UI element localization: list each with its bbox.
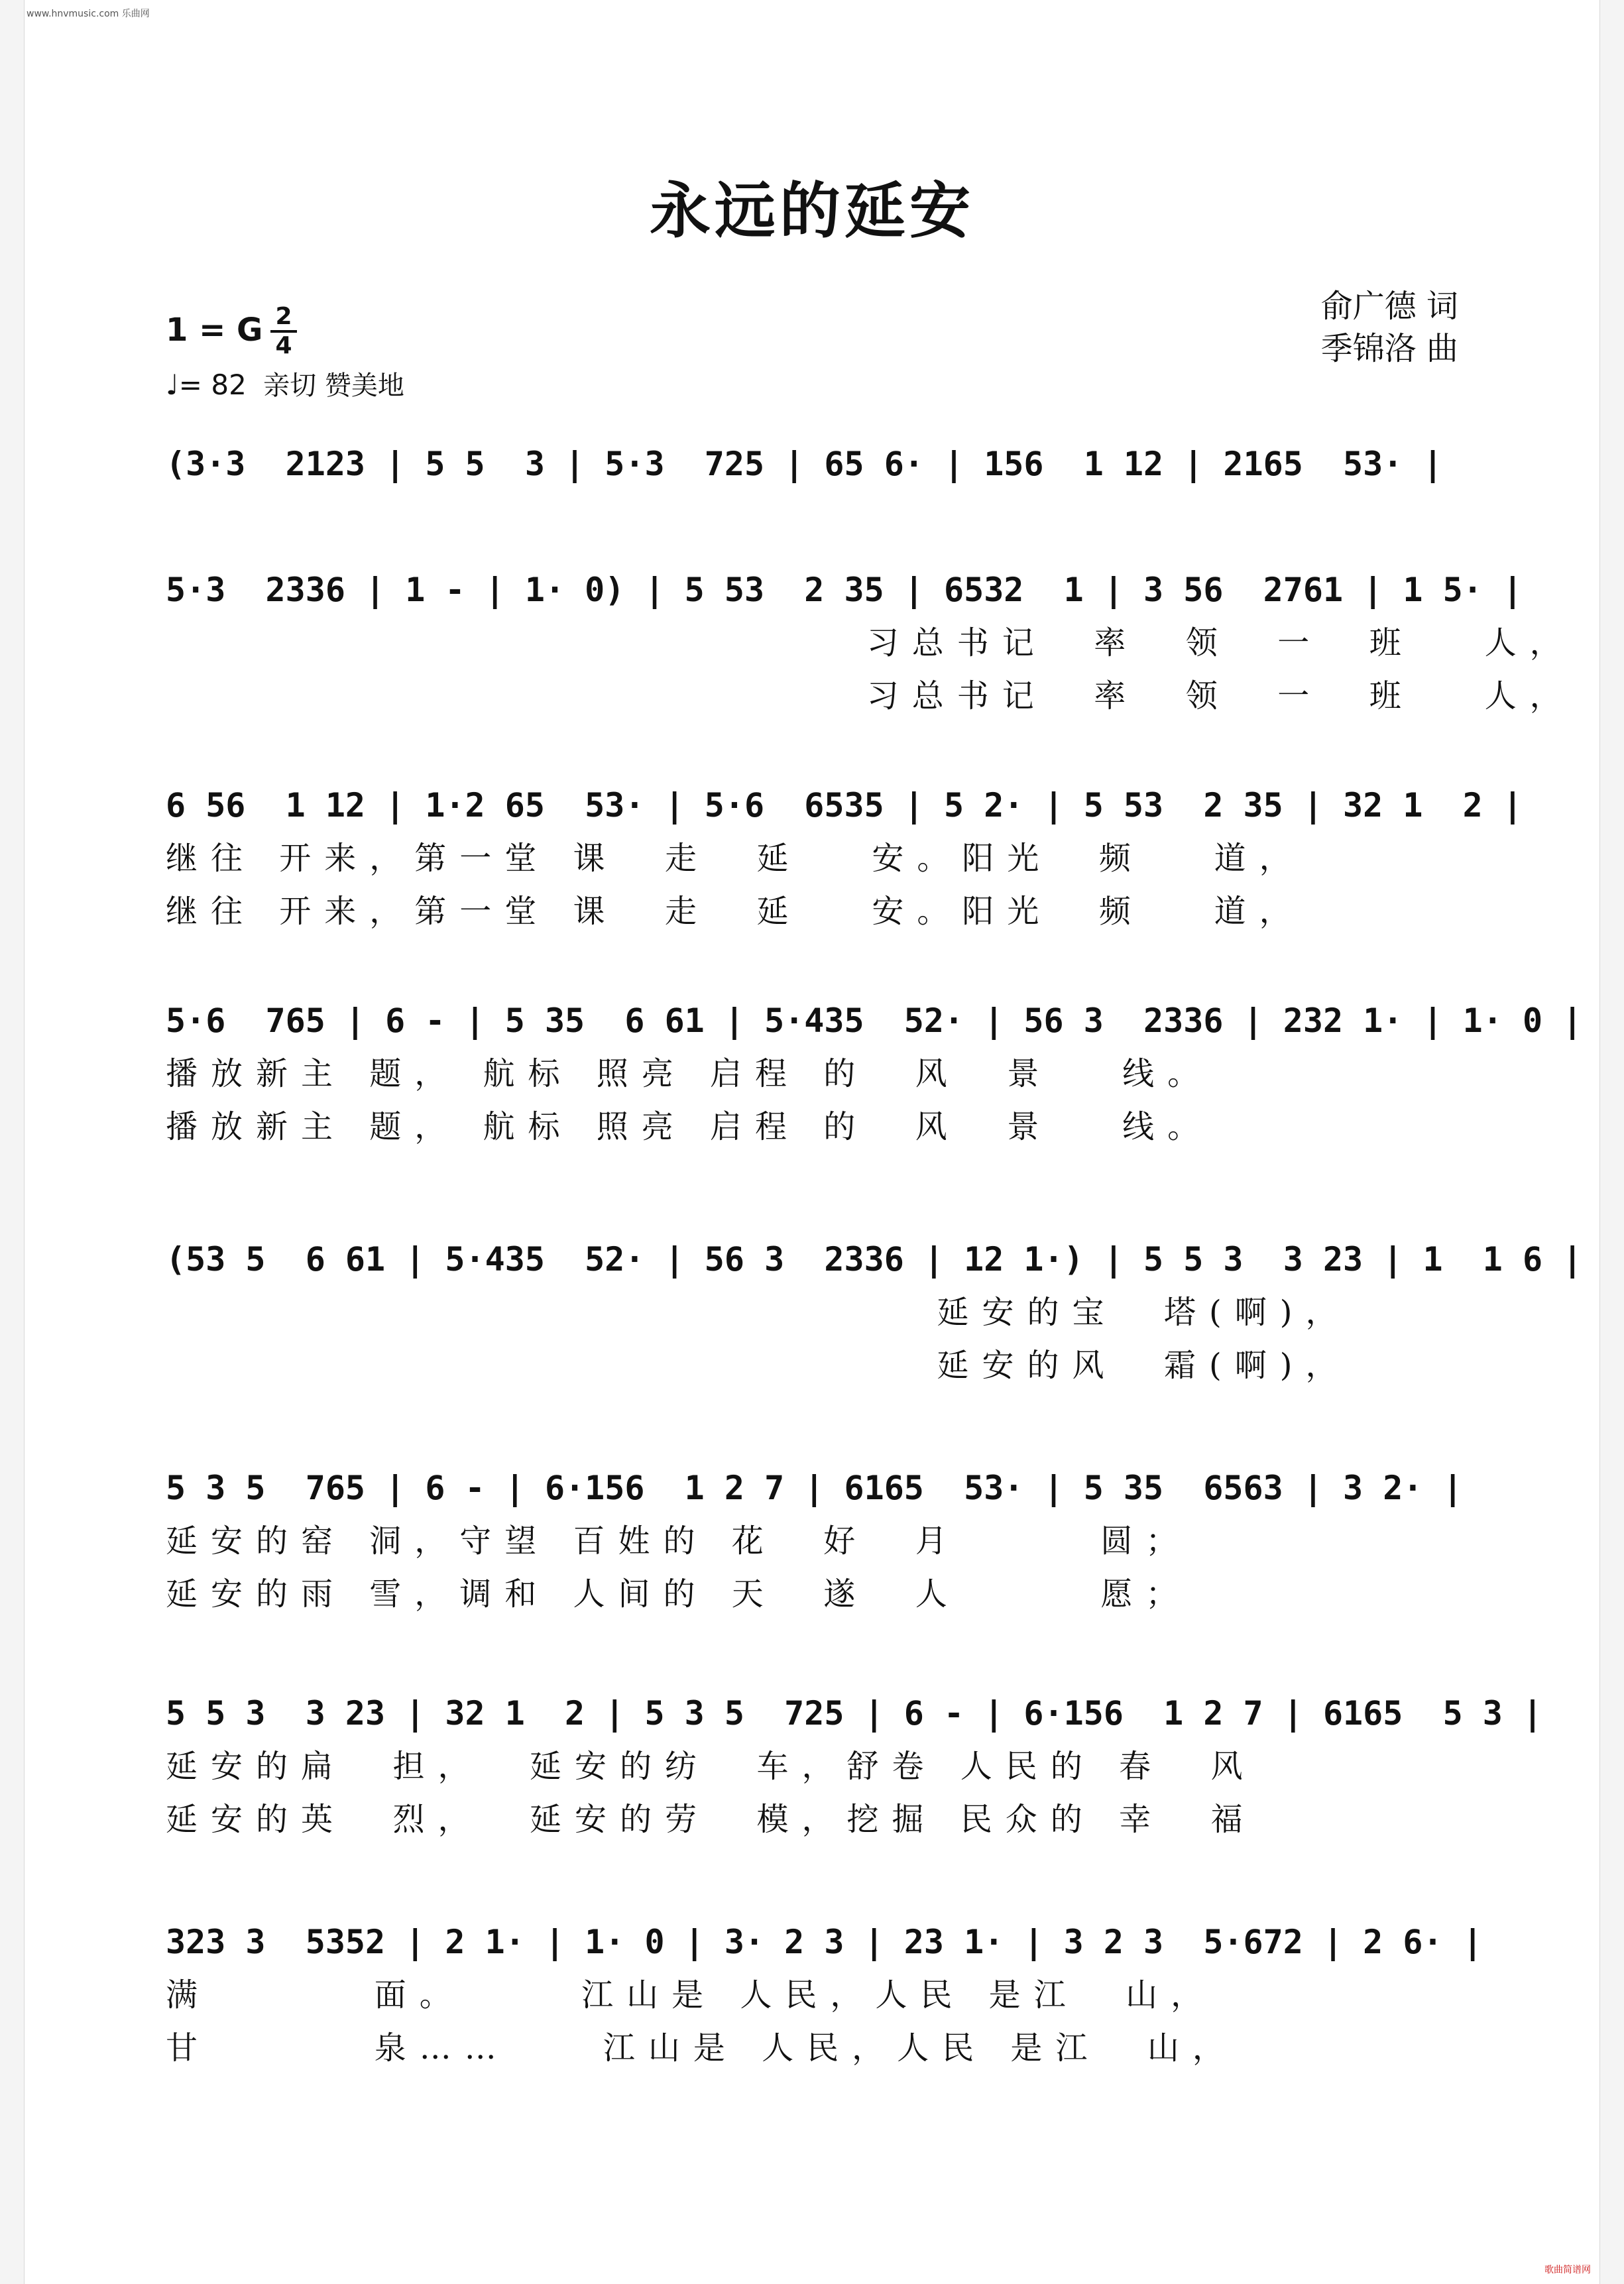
score-system-4 <box>166 994 1583 1153</box>
score-system-7 <box>166 1687 1543 1846</box>
lyric-verse-1: 延安的宝 塔(啊)， <box>166 1294 1351 1331</box>
composer-credit: 季锦洛 曲 <box>1320 330 1458 367</box>
time-signature-bottom: 4 <box>275 332 292 359</box>
notation-line: 5 5 3 3 23 | 32 1 2 | 5 3 5 725 | 6 - | 6·156 1 2 7 | 6165 5 3 | <box>166 1694 1543 1733</box>
score-system-6 <box>166 1461 1465 1621</box>
score-system-5 <box>166 1233 1583 1392</box>
lyric-verse-2: 延安的雨 雪，调和 人间的 天 遂 人 愿； <box>166 1575 1191 1613</box>
lyric-verse-2: 甘 泉…… 江山是 人民，人民 是江 山， <box>166 2029 1238 2067</box>
lyricist-credit: 俞广德 词 <box>1320 288 1458 325</box>
lyric-verse-2: 延安的风 霜(啊)， <box>166 1347 1351 1384</box>
notation-line: 323 3 5352 | 2 1· | 1· 0 | 3· 2 3 | 23 1· | 3 2 3 5·672 | 2 6· | <box>166 1923 1483 1961</box>
left-margin-strip <box>0 0 25 2284</box>
lyric-verse-2: 延安的英 烈， 延安的劳 模，挖掘 民众的 幸 福 <box>166 1801 1256 1838</box>
score-system-1 <box>166 437 1465 490</box>
tempo-marking <box>166 365 404 402</box>
notation-line: 6 56 1 12 | 1·2 65 53· | 5·6 6535 | 5 2· | 5 53 2 35 | 32 1 2 | <box>166 786 1523 825</box>
credits <box>1321 285 1458 370</box>
lyric-verse-1: 延安的扁 担， 延安的纺 车，舒卷 人民的 春 风 <box>166 1748 1256 1785</box>
notation-line: (53 5 6 61 | 5·435 52· | 56 3 2336 | 12 1·) | 5 5 3 3 23 | 1 1 6 | <box>166 1240 1583 1279</box>
score-system-8 <box>166 1915 1483 2075</box>
lyric-verse-2: 继往 开来，第一堂 课 走 延 安。阳光 频 道， <box>166 893 1305 930</box>
lyric-verse-1: 继往 开来，第一堂 课 走 延 安。阳光 频 道， <box>166 840 1305 877</box>
key-signature: 1 = G <box>166 312 263 349</box>
score-system-2 <box>166 563 1575 722</box>
lyric-verse-1: 延安的窑 洞，守望 百姓的 花 好 月 圆； <box>166 1522 1191 1560</box>
lyric-verse-1: 播放新主 题， 航标 照亮 启程 的 风 景 线。 <box>166 1055 1213 1092</box>
expression-mark: 亲切 赞美地 <box>263 371 404 401</box>
song-title: 永远的延安 <box>649 175 974 247</box>
notation-line: 5 3 5 765 | 6 - | 6·156 1 2 7 | 6165 53· | 5 35 6563 | 3 2· | <box>166 1469 1463 1507</box>
site-url: www.hnvmusic.com 乐曲网 <box>27 9 150 19</box>
notation-line: (3·3 2123 | 5 5 3 | 5·3 725 | 65 6· | 156 1 12 | 2165 53· | <box>166 445 1443 483</box>
lyric-verse-2: 习总书记 率 领 一 班 人， <box>166 677 1575 714</box>
time-signature <box>270 305 297 358</box>
right-margin-strip <box>1599 0 1624 2284</box>
notation-line: 5·3 2336 | 1 - | 1· 0) | 5 53 2 35 | 6532 1 | 3 56 2761 | 1 5· | <box>166 571 1523 609</box>
lyric-verse-1: 习总书记 率 领 一 班 人， <box>166 624 1575 661</box>
footer-note: 歌曲简谱网 <box>1544 2265 1591 2275</box>
lyric-verse-1: 满 面。 江山是 人民，人民 是江 山， <box>166 1976 1216 2014</box>
tempo-value: ♩= 82 <box>166 369 247 401</box>
notation-line: 5·6 765 | 6 - | 5 35 6 61 | 5·435 52· | 56 3 2336 | 232 1· | 1· 0 | <box>166 1001 1583 1040</box>
lyric-verse-2: 播放新主 题， 航标 照亮 启程 的 风 景 线。 <box>166 1108 1213 1145</box>
score-system-3 <box>166 779 1523 938</box>
time-signature-top: 2 <box>275 303 292 330</box>
